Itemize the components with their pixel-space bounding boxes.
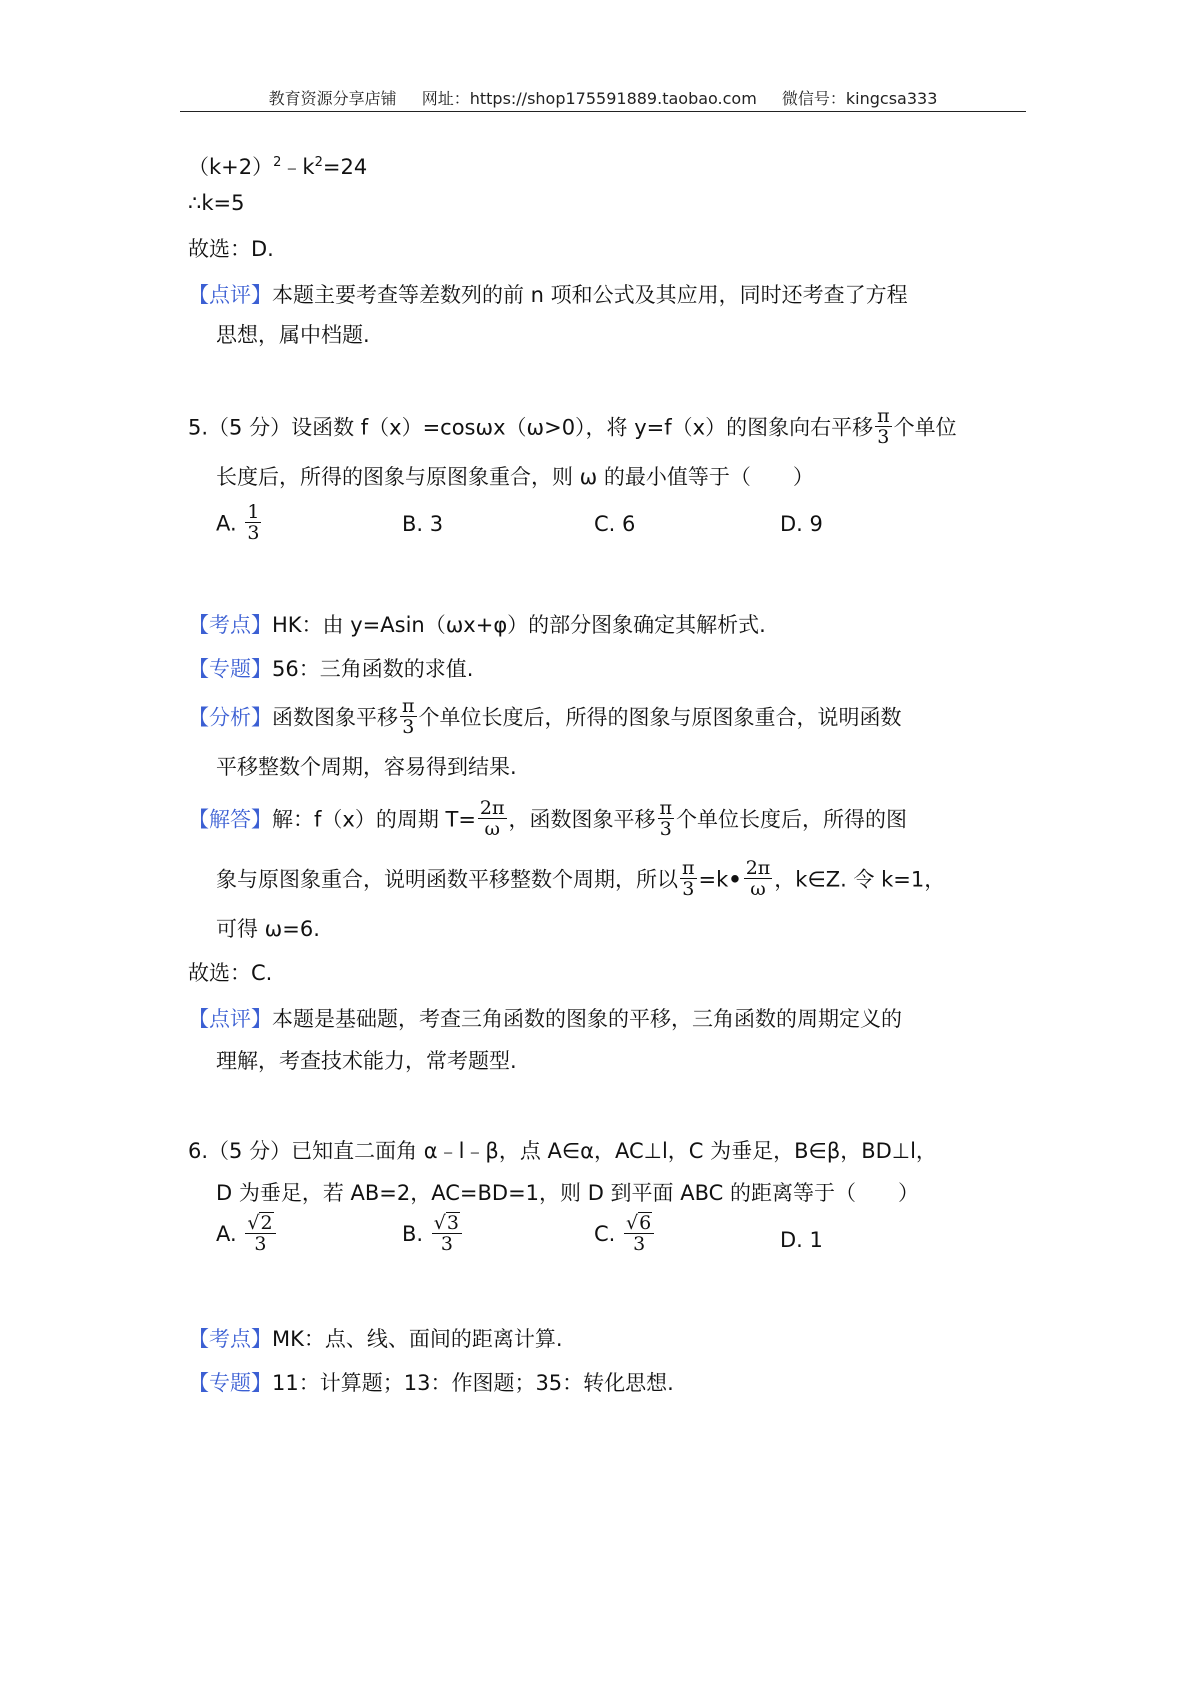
q5-kaodian: 【考点】HK：由 y=Asin（ωx+φ）的部分图象确定其解析式. [188,613,766,637]
q5-dianping: 【点评】本题是基础题，考查三角函数的图象的平移，三角函数的周期定义的 [188,1007,902,1031]
q6-stem-cont: D 为垂足，若 AB=2，AC=BD=1，则 D 到平面 ABC 的距离等于（ ） [216,1181,919,1205]
fraction-sqrt2-over-3: √ 2 3 [245,1212,275,1254]
prev-therefore: ∴k=5 [188,191,245,215]
fraction-pi-over-3: $\frac{\pi}{3}$ [402,695,415,738]
header-shop: 教育资源分享店铺 [268,89,397,108]
q5-stem: 5.（5 分）设函数 f（x）=cosωx（ω>0），将 y=f（x）的图象向右平移 $\frac{\pi}{3}$ 个单位 [188,405,957,448]
q6-option-c: C. √ 6 3 [594,1214,656,1256]
fraction-one-third: $\frac{1}{3}$ [247,501,260,544]
header-url[interactable]: 网址：https://shop175591889.taobao.com [421,89,757,108]
prev-equation: $(k+2)^2﹣k^2=24$ [188,155,368,179]
q5-jieda-cont: 象与原图象重合，说明函数平移整数个周期，所以 $\frac{\pi}{3}$ =k• $\frac{2\pi}{\omega}$ ，k∈Z. 令 k=1， [216,857,946,900]
prev-comment: 【点评】本题主要考查等差数列的前 n 项和公式及其应用，同时还考查了方程 [188,283,908,307]
q6-option-d: D. 1 [780,1228,823,1252]
q6-stem: 6.（5 分）已知直二面角 α﹣l﹣β，点 A∈α，AC⊥l，C 为垂足，B∈β，BD⊥l， [188,1139,937,1163]
q5-option-c: C. 6 [594,512,636,536]
header-wechat: 微信号：kingcsa333 [781,89,938,108]
q6-option-a: A. √ 2 3 [216,1214,278,1256]
fraction-sqrt6-over-3: √ 6 3 [624,1212,654,1254]
q6-kaodian: 【考点】MK：点、线、面间的距离计算. [188,1327,563,1351]
fraction-pi-over-3: $\frac{\pi}{3}$ [659,797,672,840]
prev-comment-cont: 思想，属中档题. [216,323,370,347]
prev-answer: 故选：D. [188,237,274,261]
q5-dianping-cont: 理解，考查技术能力，常考题型. [216,1049,517,1073]
q5-option-d: D. 9 [780,512,823,536]
fraction-2pi-over-omega: $\frac{2\pi}{\omega}$ [745,857,771,900]
q5-answer: 故选：C. [188,961,273,985]
q5-jieda: 【解答】解：f（x）的周期 T= $\frac{2\pi}{\omega}$ ，函数图象平移 $\frac{\pi}{3}$ 个单位长度后，所得的图 [188,797,907,840]
q5-jieda-cont2: 可得 ω=6. [216,917,320,941]
page-header [180,86,1026,109]
comment-tag: 【点评】 [188,283,272,307]
q5-option-a: A. $\frac{1}{3}$ [216,501,260,544]
fraction-pi-over-3: $\frac{\pi}{3}$ [682,857,695,900]
q5-stem-cont: 长度后，所得的图象与原图象重合，则 ω 的最小值等于（ ） [216,465,814,489]
q6-option-b: B. √ 3 3 [402,1214,464,1256]
q5-fenxi: 【分析】函数图象平移 $\frac{\pi}{3}$ 个单位长度后，所得的图象与原图象重合，说明函数 [188,695,902,738]
fraction-2pi-over-omega: $\frac{2\pi}{\omega}$ [479,797,505,840]
fraction-sqrt3-over-3: √ 3 3 [432,1212,462,1254]
header-divider [180,111,1026,112]
q6-zhuanti: 【专题】11：计算题；13：作图题；35：转化思想. [188,1371,674,1395]
q5-zhuanti: 【专题】56：三角函数的求值. [188,657,474,681]
q5-option-b: B. 3 [402,512,444,536]
q5-fenxi-cont: 平移整数个周期，容易得到结果. [216,755,517,779]
fraction-pi-over-3: $\frac{\pi}{3}$ [877,405,890,448]
